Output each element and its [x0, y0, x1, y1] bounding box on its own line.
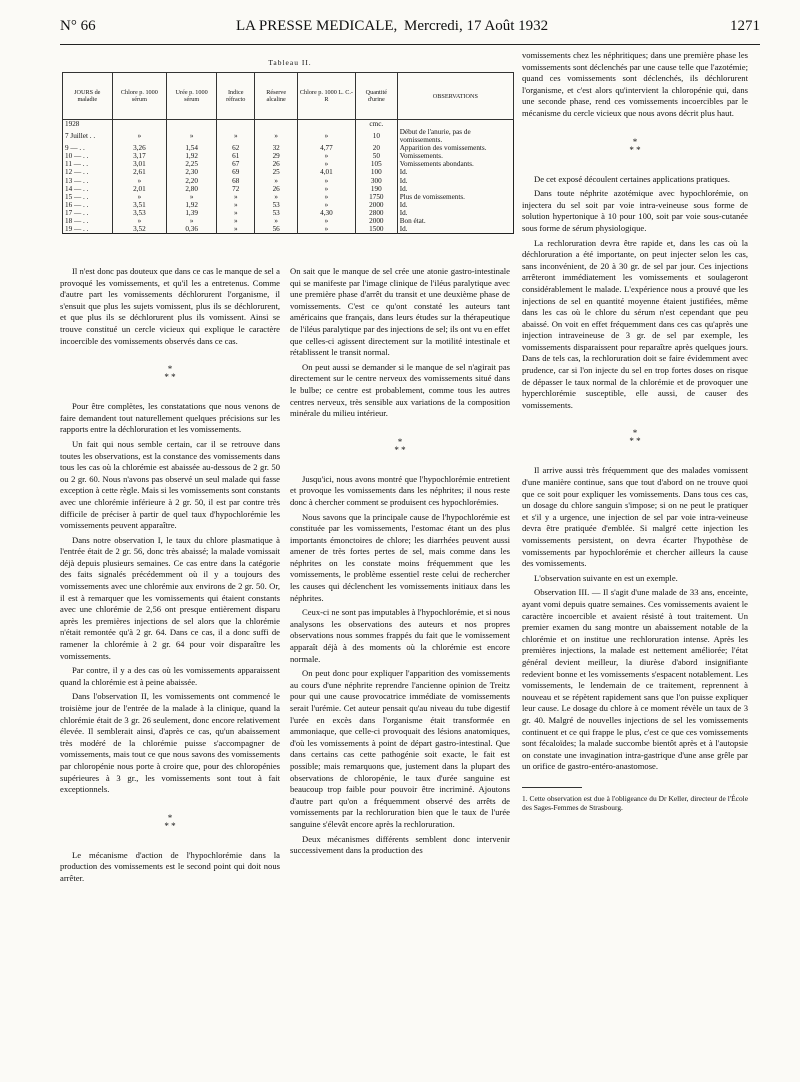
table-row: [63, 201, 514, 209]
paragraph: De cet exposé découlent certaines applications pratiques.: [534, 173, 730, 184]
table-cell: 69: [217, 168, 255, 176]
table-cell: 190: [355, 185, 397, 193]
table-cell: 1,39: [167, 209, 217, 217]
table-cell: »: [217, 201, 255, 209]
table-row: [63, 168, 514, 176]
table-row: [63, 176, 514, 184]
table-cell: [112, 120, 167, 129]
table-cell: Id.: [397, 168, 513, 176]
table-cell: 2,61: [112, 168, 167, 176]
table-body: [63, 120, 514, 234]
table-cell: 7 Juillet . .: [63, 128, 113, 144]
paragraph: Un fait qui nous semble certain, car il se retrouve dans toutes les observations, est la constance des vomissements dans tous les cas où la chlorémie est abaissée au-dessous de 2 gr. 50 ou 2 gr. 60. Nous n'avons pas observé un seul malade qui fasse exception à cette règle. Mais si les vomissements sont constants avec une chlorémie inférieure à 2 gr. 50, il est par contre très difficile de préciser à partir de quel taux d'hypochlorémie les vomissements peuvent apparaître.: [60, 438, 280, 531]
table-cell: 2,80: [167, 185, 217, 193]
table-cell: Vomissements.: [397, 152, 513, 160]
table-header-row: [63, 73, 514, 120]
table-cell: 1928: [63, 120, 113, 129]
table-cell: 1500: [355, 225, 397, 234]
table-cell: »: [217, 225, 255, 234]
footnote-rule: [522, 787, 582, 788]
page-number: 1271: [730, 18, 760, 34]
table-cell: 3,26: [112, 144, 167, 152]
table-header-cell: JOURS de maladie: [63, 73, 113, 120]
table-cell: »: [255, 217, 298, 225]
table-cell: »: [255, 128, 298, 144]
table-cell: 0,36: [167, 225, 217, 234]
table-cell: 13 — . .: [63, 176, 113, 184]
table-row: [63, 160, 514, 168]
section-separator: * * *: [629, 136, 641, 155]
table-row: [63, 193, 514, 201]
table-cell: »: [112, 176, 167, 184]
table-cell: »: [297, 217, 355, 225]
table-cell: 62: [217, 144, 255, 152]
section-separator: * * *: [164, 364, 176, 383]
table-cell: 29: [255, 152, 298, 160]
table-cell: »: [255, 176, 298, 184]
paragraph: Nous savons que la principale cause de l'hypochlorémie est constituée par les vomissements, l'estomac étant un des plus importants émonctoires de chlore; les diarrhées peuvent aussi amener de très fortes pertes de sel, mais comme dans les néphrites on les constate moins fréquemment que les vomissements, le problème essentiel reste celui de rechercher les causes qui déclenchent les vomissements initiaux dans les néphrites.: [290, 511, 510, 603]
table-row: [63, 225, 514, 234]
table-row: [63, 209, 514, 217]
table-cell: 56: [255, 225, 298, 234]
table-cell: [217, 120, 255, 129]
paragraph: Observation III. — Il s'agit d'une malade de 33 ans, enceinte, ayant vomi depuis quatre semaines. Ces vomissements avaient le caractère incoercible et avaient résisté à tout traitement. Un premier examen du sang montre un abaissement notable de la chlorémie et on institue une rechloruration intense. Après les premières injections, la malade est nettement améliorée; l'état général devient meilleur, la diurèse d'abord insignifiante redevient bonne et les vomissements s'espacent notablement. Les vomissements, le lendemain de ce traitement, reprennent à nouveau et se répètent rapidement sans que l'on puisse expliquer leur cause. Le dosage du chlore à ce moment révèle un taux de 3 gr. 40. Malgré de nouvelles injections de sel les vomissements continuent et ce qui frappe le plus, c'est ce que ces vomissements sont fécaloïdes; la malade succombe bientôt après et à l'autopsie on constate une invagination intra-gastrique d'une anse grêle par un orifice de gastro-entéro-anastomose.: [522, 587, 748, 772]
issue-number: N° 66: [60, 18, 96, 34]
table-cell: 2,30: [167, 168, 217, 176]
table-cell: »: [297, 225, 355, 234]
table-cell: 10: [355, 128, 397, 144]
table-cell: 300: [355, 176, 397, 184]
table-cell: 53: [255, 209, 298, 217]
paragraph: Ceux-ci ne sont pas imputables à l'hypochlorémie, et si nous analysons les observations des auteurs et nos propres observations nous sommes frappés du fait que le vomissement apparaît déjà à des moments où la chlorémie est encore normale.: [290, 607, 510, 664]
table-row: [63, 144, 514, 152]
table-cell: 1750: [355, 193, 397, 201]
table-cell: »: [167, 193, 217, 201]
table-cell: 3,51: [112, 201, 167, 209]
section-separator: * * *: [164, 812, 176, 831]
table-cell: »: [297, 160, 355, 168]
paragraph: La rechloruration devra être rapide et, dans les cas où la déchloruration a été importante, on peut injecter selon les cas, sans inconvénient, de 20 à 30 gr. de sel par jour. Ces injections arrêteront immédiatement les vomissements et soulageront considérablement le malade. L'expérience nous a prouvé que les injections de sel en quantité moyenne étaient justifiées, même dans les cas où le chlore du sérum n'est cependant que peu abaissé. On voit en effet fréquemment dans ces cas qu'après une injection intraveineuse de 3 gr. de sel par exemple, les vomissements disparaissent pour reparaître après quelques jours. Dans de tels cas, la rechloruration doit se faire évidemment avec prudence, car si l'on injecte du sel en trop fortes doses on risque de dépasser le taux normal de la chlorémie et de provoquer une hyperchlorémie susceptible, elle aussi, de causer des vomissements.: [522, 237, 748, 410]
table-cell: 4,77: [297, 144, 355, 152]
table-cell: 2800: [355, 209, 397, 217]
table-header-cell: Urée p. 1000 sérum: [167, 73, 217, 120]
table-row: [63, 185, 514, 193]
table-cell: 72: [217, 185, 255, 193]
table-cell: 2,01: [112, 185, 167, 193]
paragraph: Il arrive aussi très fréquemment que des malades vomissent d'une manière continue, sans que tout d'abord on ne trouve quoi que ce soit pour expliquer les vomissements. Dans tous ces cas, un dosage du chlore sanguin s'impose; si on ne peut le pratiquer et s'il y a urgence, une injection de sel par voie intra-veineuse devra être pratiquée d'emblée. Si malgré cette injection les vomissements persistent, on devra écarter l'hypothèse de vomissements par hypochlorémie et chercher ailleurs la cause des vomissements.: [522, 465, 748, 569]
table-cell: Id.: [397, 201, 513, 209]
table-cell: Apparition des vomissements.: [397, 144, 513, 152]
paragraph: Pour être complètes, les constatations que nous venons de faire demandent tout naturellement quelques précisions sur les rapports entre la déchloruration et les vomissements.: [60, 401, 280, 435]
column-left: [60, 266, 280, 1046]
table-cell: »: [167, 217, 217, 225]
table-cell: 67: [217, 160, 255, 168]
table-cell: »: [112, 217, 167, 225]
table-header-cell: Chlore p. 1000 sérum: [112, 73, 167, 120]
table-cell: [297, 120, 355, 129]
table-cell: Id.: [397, 185, 513, 193]
table-cell: 4,30: [297, 209, 355, 217]
table-title: Tableau II.: [268, 58, 312, 67]
table-cell: »: [167, 128, 217, 144]
table-cell: cmc.: [355, 120, 397, 129]
table-cell: 1,92: [167, 201, 217, 209]
table-cell: Id.: [397, 225, 513, 234]
table-cell: »: [297, 201, 355, 209]
paragraph: On peut aussi se demander si le manque de sel n'agirait pas directement sur le centre nerveux des vomissements situé dans le bulbe; ce centre est probablement, comme tous les autres centres nerveux, très sensible aux variations de la composition minérale du milieu intérieur.: [290, 361, 510, 419]
paragraph: vomissements chez les néphritiques; dans une première phase les vomissements sont déclenchés par une cause telle que l'azotémie; quand ces vomissements sont déclenchés, ils déchlorurent l'organisme, et c'est alors qu'intervient la chloropénie qui, dans une seconde phase, rend ces vomissements incoercibles par le mécanisme du cercle vicieux que nous avons décrit plus haut.: [522, 50, 748, 118]
table-cell: 1,54: [167, 144, 217, 152]
column-right: [522, 50, 748, 1060]
paragraph: On peut donc pour expliquer l'apparition des vomissements au cours d'une néphrite reprendre l'ancienne opinion de Treitz pour qui une cause provocatrice immédiate de vomissements serait l'urémie. Cet auteur pensait qu'au niveau du tube digestif l'urée en excès dans l'organisme était transformée en ammoniaque, que celle-ci provoquait des lésions anatomiques, d'où les vomissements à point de départ gastro-intestinal. Que dans certains cas cette pathogénie soit exacte, le fait est possible; mais remarquons que, justement dans la plupart des observations de chloropénie, le taux d'urée sanguine est beaucoup trop faible pour pouvoir être incriminé. Ajoutons d'autre part qu'on a fréquemment observé des arrêts de vomissements par la rechloruration bien que le taux de l'urée sanguine s'élevât encore après la rechloruration.: [290, 668, 510, 829]
table-cell: »: [297, 185, 355, 193]
paragraph: Dans toute néphrite azotémique avec hypochlorémie, on injectera du sel soit par voie intra-veineuse sous forme de solution hypertonique à 10 pour 100, soit par voie sous-cutanée sous forme de sérum physiologique.: [522, 188, 748, 233]
table-header-cell: Chlore p. 1000 L. C.-R: [297, 73, 355, 120]
header-rule: [60, 44, 760, 45]
table-row: [63, 217, 514, 225]
table-cell: »: [217, 128, 255, 144]
table-cell: 18 — . .: [63, 217, 113, 225]
table-cell: 2000: [355, 201, 397, 209]
table-cell: »: [255, 193, 298, 201]
table-cell: Bon état.: [397, 217, 513, 225]
paragraph: Dans l'observation II, les vomissements ont commencé le troisième jour de l'entrée de la malade à la clinique, quand la chlorémie était de 3 gr. 26 seulement, donc encore relativement élevée. Il semblerait ainsi, d'après ce cas, qu'un abaissement très modéré de la chlorémie puisse s'accompagner de vomissements, mais tout ce que nous savons des vomissements par chloropénie nous porte à croire que, pour des chloropénies supérieures à 3 gr., les vomissements sont tout à fait exceptionnels.: [60, 691, 280, 795]
table-cell: Vomissements abondants.: [397, 160, 513, 168]
table-cell: 100: [355, 168, 397, 176]
table-cell: 17 — . .: [63, 209, 113, 217]
page-header: [60, 18, 760, 40]
column-middle: [290, 266, 510, 1046]
table-cell: »: [112, 128, 167, 144]
table-cell: 26: [255, 185, 298, 193]
paragraph: On sait que le manque de sel crée une atonie gastro-intestinale qui se manifeste par l'image clinique de l'iléus paralytique avec une première phase d'arrêt du transit et une deuxième phase de vomissements. C'est ce qu'ont constaté les auteurs tant américains que français, dans leurs études sur la thérapeutique de l'iléus paralytique par des injections de sel; ils ont vu en effet que celles-ci agissent directement sur la motilité intestinale et rétablissent le transit normal.: [290, 266, 510, 358]
table-cell: 2,25: [167, 160, 217, 168]
table-cell: 19 — . .: [63, 225, 113, 234]
table-row: [63, 152, 514, 160]
table-cell: 15 — . .: [63, 193, 113, 201]
table-cell: 16 — . .: [63, 201, 113, 209]
table-cell: »: [297, 193, 355, 201]
table-cell: 12 — . .: [63, 168, 113, 176]
table-header-cell: OBSERVATIONS: [397, 73, 513, 120]
paragraph: Le mécanisme d'action de l'hypochlorémie dans la production des vomissements est le second point qui doit nous arrêter.: [60, 849, 280, 883]
table-cell: 3,01: [112, 160, 167, 168]
table-cell: Début de l'anurie, pas de vomissements.: [397, 128, 513, 144]
table-cell: 9 — . .: [63, 144, 113, 152]
table-cell: 3,52: [112, 225, 167, 234]
table-cell: 53: [255, 201, 298, 209]
table-cell: 25: [255, 168, 298, 176]
table-header-cell: Quantité d'urine: [355, 73, 397, 120]
table-cell: 2000: [355, 217, 397, 225]
table-cell: 11 — . .: [63, 160, 113, 168]
table-header-cell: Réserve alcaline: [255, 73, 298, 120]
table-cell: [255, 120, 298, 129]
table-cell: »: [297, 176, 355, 184]
paragraph: Deux mécanismes différents semblent donc intervenir successivement dans la production des: [290, 833, 510, 856]
table-cell: 32: [255, 144, 298, 152]
table-cell: 61: [217, 152, 255, 160]
paragraph: Par contre, il y a des cas où les vomissements apparaissent quand la chlorémie est à peine abaissée.: [60, 665, 280, 687]
table-cell: »: [297, 128, 355, 144]
table-header-cell: Indice réfracto: [217, 73, 255, 120]
table-cell: »: [217, 217, 255, 225]
table-cell: Id.: [397, 176, 513, 184]
table-cell: 1,92: [167, 152, 217, 160]
table-row: [63, 120, 514, 129]
table-row: [63, 128, 514, 144]
section-separator: * * *: [394, 436, 406, 455]
table-cell: 3,17: [112, 152, 167, 160]
data-table: [62, 72, 514, 234]
footnote: 1. Cette observation est due à l'obligeance du Dr Keller, directeur de l'École des Sages-Femmes de Strasbourg.: [522, 793, 748, 813]
paragraph: Dans notre observation I, le taux du chlore plasmatique à l'entrée était de 2 gr. 56, donc très abaissé; la malade vomissait déjà depuis plusieurs semaines. Ce cas entre dans la catégorie des faits signalés précédemment où il y a toujours des vomissements avec une chlorémie aux environs de 2 gr. 50. Or, il est à remarquer que les vomissements qui étaient constants avec une chlorémie de 2,56 ont presque entièrement disparu après les premières injections de sel alors que la chlorémie n'était remontée qu'à 2 gr. 64. Dans ce cas, il a donc suffi de ramener la chlorémie à 2 gr. 64 pour voir disparaître les vomissements.: [60, 534, 280, 661]
table-cell: »: [217, 209, 255, 217]
table-cell: 105: [355, 160, 397, 168]
journal-title: LA PRESSE MEDICALE,: [236, 18, 398, 34]
paragraph: Il n'est donc pas douteux que dans ce cas le manque de sel a provoqué les vomissements, et qu'il les a entretenus. Comme d'autre part les vomissements déchlorurent l'organisme, il s'ensuit que plus les sujets vomissent, plus ils se déchlorurent, et que plus ils se déchlorurent plus ils vomissent. Ainsi se trouve constitué un cercle vicieux qui explique le caractère incoercible des vomissements observés dans ce cas.: [60, 266, 280, 346]
table-cell: Plus de vomissements.: [397, 193, 513, 201]
table-cell: »: [217, 193, 255, 201]
section-separator: * * *: [629, 428, 641, 447]
table-cell: 10 — . .: [63, 152, 113, 160]
table-cell: 68: [217, 176, 255, 184]
issue-date: Mercredi, 17 Août 1932: [404, 18, 549, 34]
table-cell: »: [112, 193, 167, 201]
table-cell: 2,20: [167, 176, 217, 184]
table-cell: »: [297, 152, 355, 160]
table-cell: [397, 120, 513, 129]
paragraph: L'observation suivante en est un exemple.: [534, 572, 678, 583]
table-cell: Id.: [397, 209, 513, 217]
table-cell: [167, 120, 217, 129]
paragraph: Jusqu'ici, nous avons montré que l'hypochlorémie entretient et provoque les vomissements dans les néphrites; il nous reste donc à chercher comment se produisent ces hypochlorémies.: [290, 473, 510, 507]
table-cell: 4,01: [297, 168, 355, 176]
table-cell: 14 — . .: [63, 185, 113, 193]
table-cell: 26: [255, 160, 298, 168]
table-cell: 3,53: [112, 209, 167, 217]
table-cell: 50: [355, 152, 397, 160]
table-cell: 20: [355, 144, 397, 152]
